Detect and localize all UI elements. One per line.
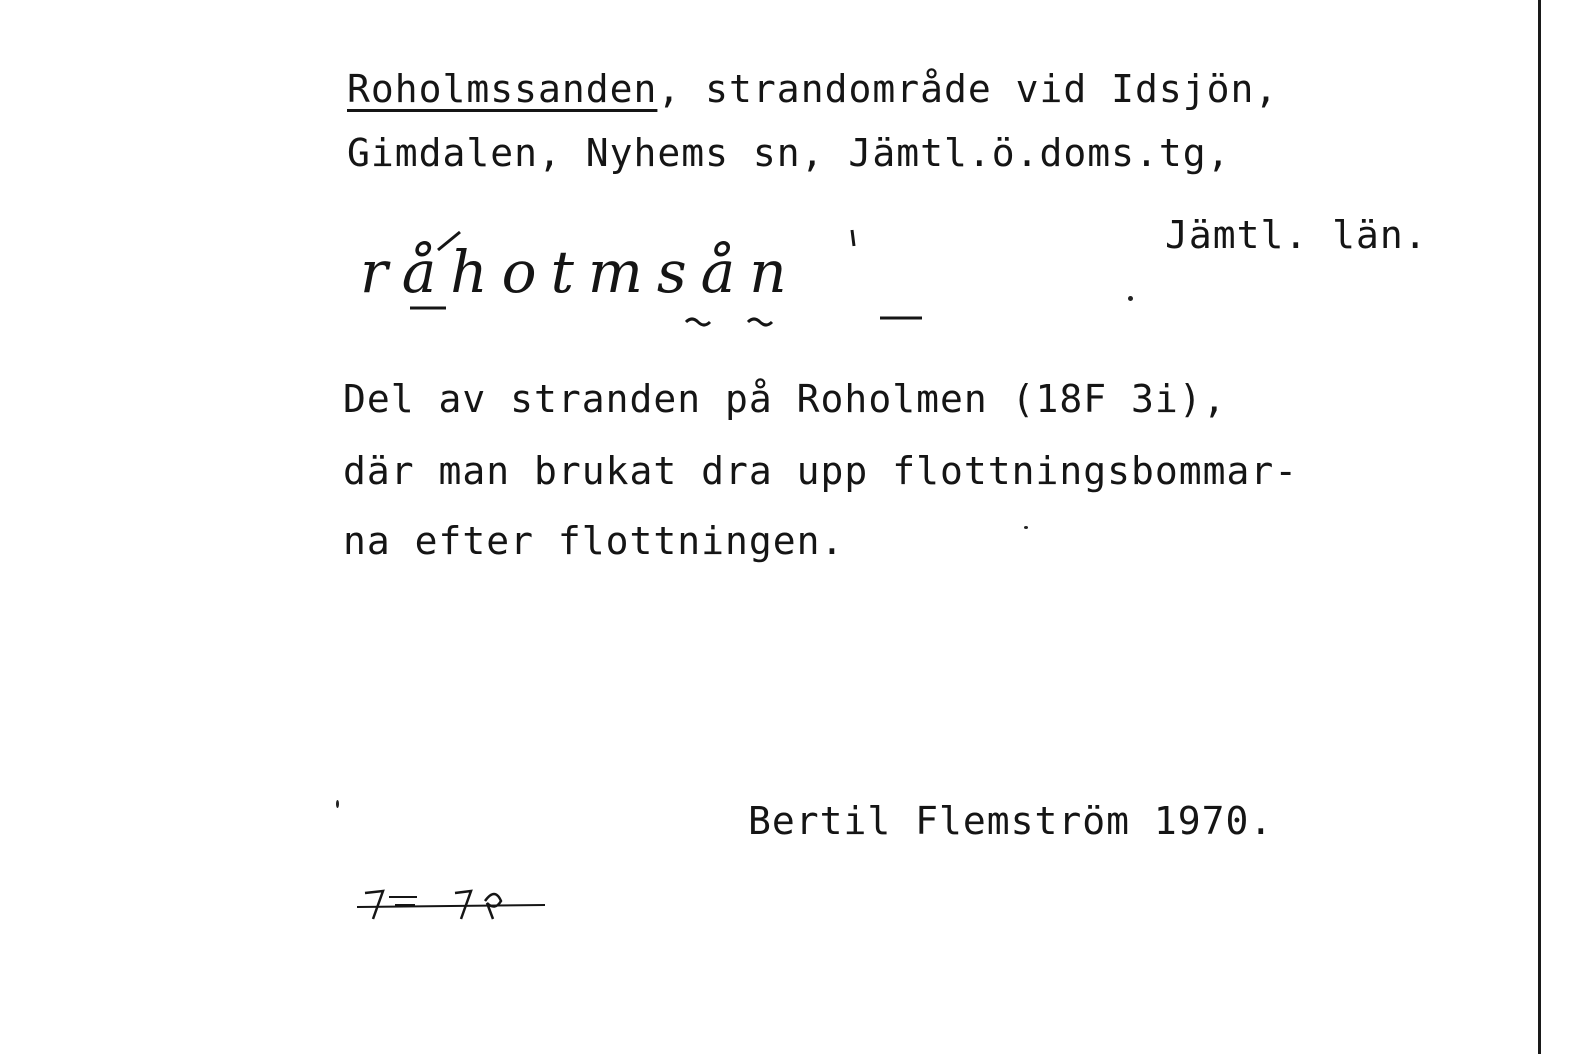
card-edge-line [1538, 0, 1541, 1054]
ink-speck [1128, 296, 1133, 301]
tilde-mark [748, 319, 772, 325]
phonetic-transcription [360, 220, 960, 340]
stress-mark [852, 230, 854, 246]
header-line-2: Gimdalen, Nyhems sn, Jämtl.ö.doms.tg, [347, 131, 1231, 175]
crossed-out-handwriting [355, 875, 555, 935]
headword: Roholmssanden [347, 67, 658, 111]
description-line-1: Del av stranden på Roholmen (18F 3i), [343, 377, 1227, 421]
phonetic-text: råhotmsån [360, 238, 801, 306]
description-line-2: där man brukat dra upp flottningsbommar- [343, 449, 1299, 493]
header-location: , strandområde vid Idsjön, [657, 67, 1279, 111]
header-line-1 [347, 67, 1279, 111]
ink-speck [1024, 526, 1028, 529]
description-line-3: na efter flottningen. [343, 519, 845, 563]
author-signature: Bertil Flemström 1970. [748, 799, 1274, 843]
tilde-mark [686, 319, 710, 325]
ink-speck [336, 800, 339, 808]
header-line-3: Jämtl. län. [1165, 213, 1428, 257]
accent-mark [438, 232, 460, 250]
phonetic-diacritics [360, 220, 960, 340]
